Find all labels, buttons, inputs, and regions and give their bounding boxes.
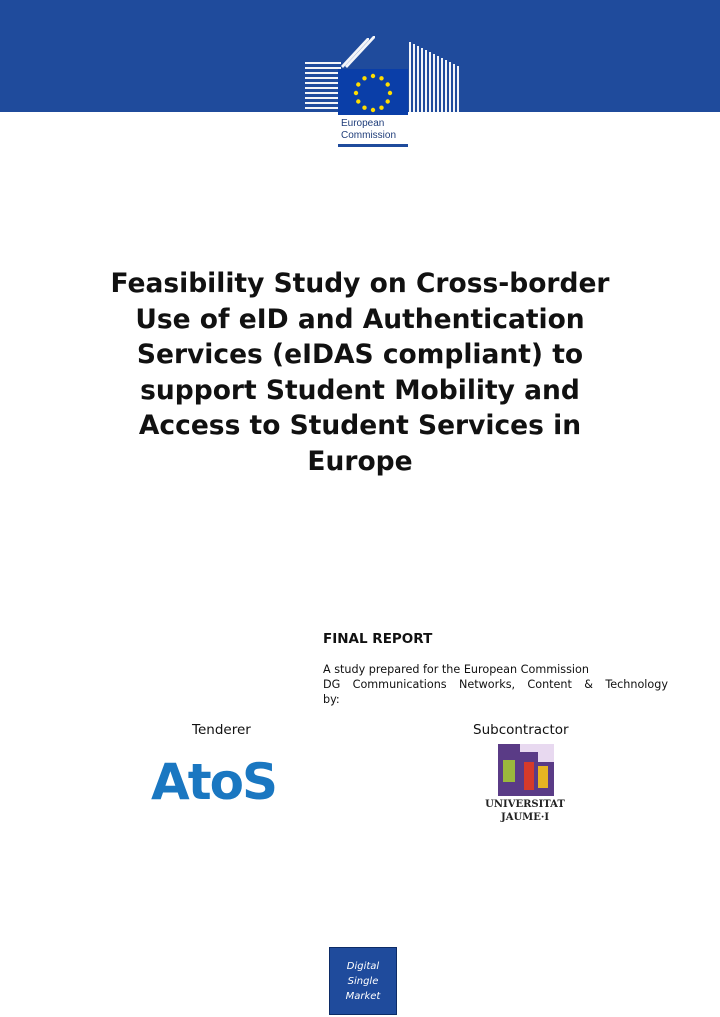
eu-stars-icon <box>338 69 408 115</box>
document-title <box>60 266 660 479</box>
prepared-line: A study prepared for the European Commission <box>323 663 589 676</box>
universitat-jaume-logo <box>480 742 580 832</box>
prepared-by-text <box>323 662 668 707</box>
title-line: Services (eIDAS compliant) to <box>136 339 584 370</box>
prepared-line: DG Communications Networks, Content & Technology <box>323 678 668 691</box>
logo-underline <box>338 144 408 147</box>
digital-single-market-badge <box>329 947 397 1015</box>
uji-line-2: JAUME·I <box>500 812 550 823</box>
title-line: support Student Mobility and <box>140 374 580 406</box>
logo-line-1: European <box>341 118 385 129</box>
title-line: Europe <box>307 445 413 477</box>
report-type: FINAL REPORT <box>323 631 433 647</box>
uji-line-1: UNIVERSITAT <box>485 799 565 810</box>
eu-flag <box>338 69 408 115</box>
logo-line-2: Commission <box>341 130 397 141</box>
title-line: Feasibility Study on Cross-border <box>110 268 610 299</box>
title-line: Access to Student Services in <box>138 410 582 441</box>
atos-logo: AtoS <box>151 753 276 811</box>
commission-wordmark <box>341 118 396 142</box>
title-line: Use of eID and Authentication <box>135 303 585 335</box>
badge-line: Single <box>347 975 379 987</box>
uji-wordmark <box>480 798 570 824</box>
tenderer-label: Tenderer <box>192 722 251 738</box>
badge-line: Digital <box>346 960 380 972</box>
badge-text <box>346 959 381 1004</box>
european-commission-logo <box>303 36 465 148</box>
subcontractor-label: Subcontractor <box>473 722 569 738</box>
prepared-line: by: <box>323 693 340 706</box>
uji-emblem-icon <box>480 742 570 798</box>
badge-line: Market <box>345 990 381 1002</box>
